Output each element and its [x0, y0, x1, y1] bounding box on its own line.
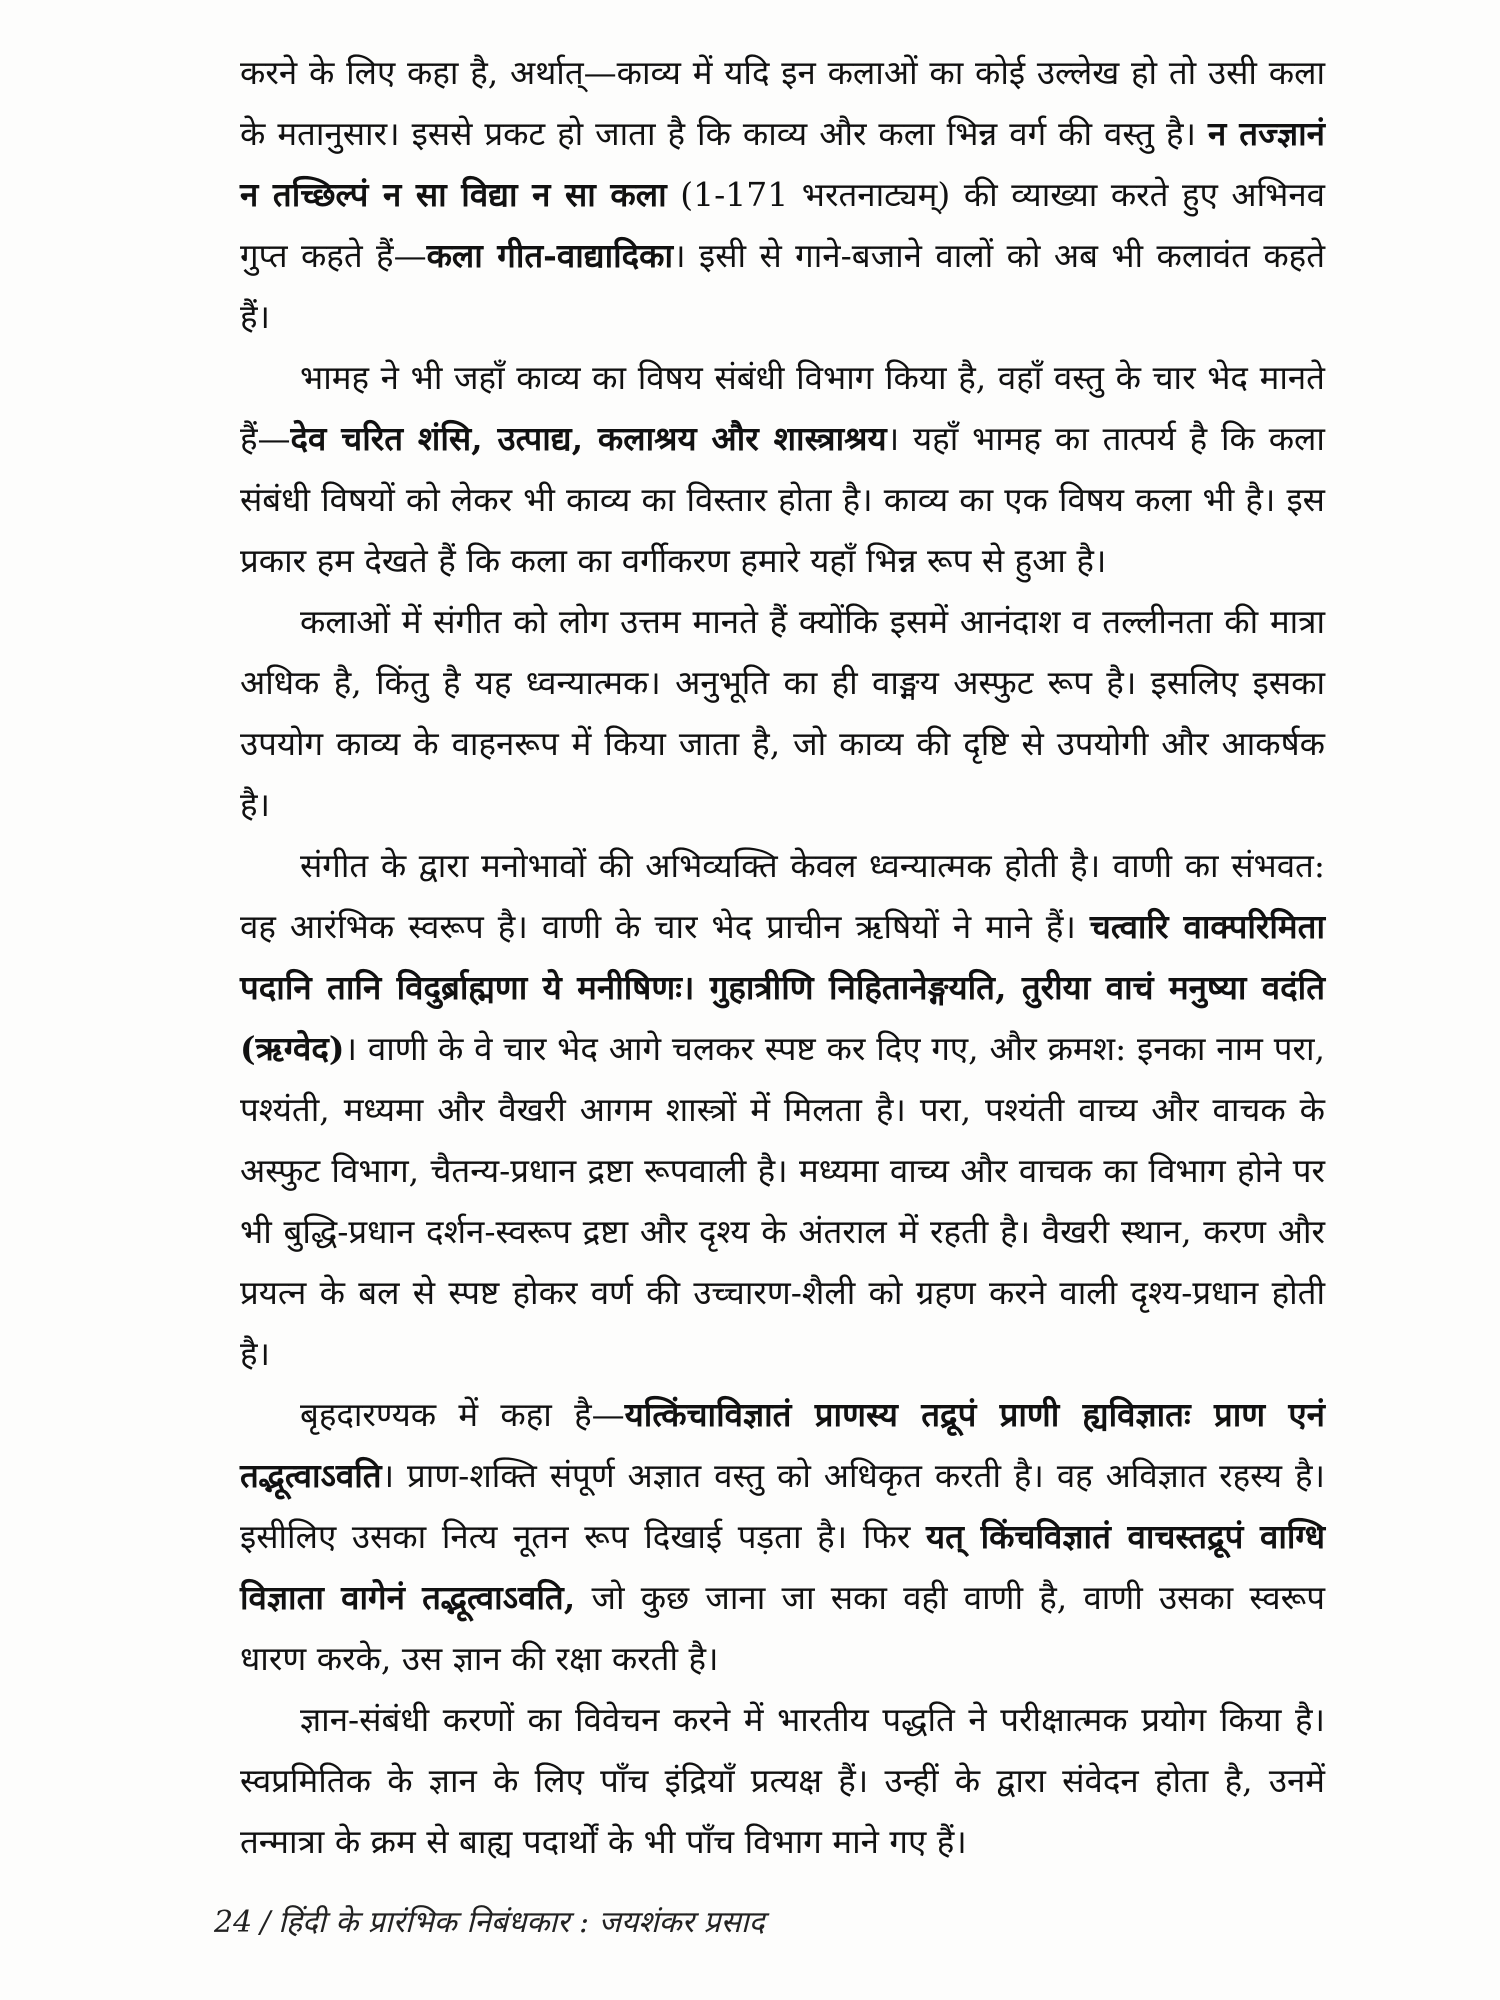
sanskrit-quote: यत् किंचविज्ञातं वाचस्तद्रूपं वाग्धि विज्ञाता वागेनं तद्भूत्वाऽवति, — [240, 1517, 1325, 1617]
sanskrit-quote: चत्वारि वाक्परिमिता पदानि तानि विदुर्ब्राह्मणा ये मनीषिणः। गुहात्रीणि निहितानेङ्गयति, तुरीया वाचं मनुष्या वदंति (ऋग्वेद) — [240, 907, 1325, 1068]
page-number: 24 — [214, 1905, 253, 1940]
paragraph-1: करने के लिए कहा है, अर्थात्—काव्य में यदि इन कलाओं का कोई उल्लेख हो तो उसी कला के मतानुसार। इससे प्रकट हो जाता है कि काव्य और कला भिन्न वर्ग की वस्तु है। न तज्ज्ञानं न तच्छिल्पं न सा विद्या न सा कला (1-171 भरतनाट्यम्) की व्याख्या करते हुए अभिनव गुप्त कहते हैं—कला गीत-वाद्यादिका। इसी से गाने-बजाने वालों को अब भी कलावंत कहते हैं। — [240, 53, 1326, 336]
book-title: हिंदी के प्रारंभिक निबंधकार : जयशंकर प्रसाद — [278, 1905, 765, 1940]
sanskrit-quote: यत्किंचाविज्ञातं प्राणस्य तद्रूपं प्राणी ह्यविज्ञातः प्राण एनं तद्भूत्वाऽवति — [240, 1395, 1325, 1495]
sanskrit-quote: न तज्ज्ञानं न तच्छिल्पं न सा विद्या न सा कला — [240, 114, 1325, 214]
sanskrit-quote: देव चरित शंसि, उत्पाद्य, कलाश्रय और शास्त्राश्रय — [290, 419, 887, 458]
paragraph-4: संगीत के द्वारा मनोभावों की अभिव्यक्ति केवल ध्वन्यात्मक होती है। वाणी का संभवत: वह आरंभिक स्वरूप है। वाणी के चार भेद प्राचीन ऋषियों ने माने हैं। चत्वारि वाक्परिमिता पदानि तानि विदुर्ब्राह्मणा ये मनीषिणः। गुहात्रीणि निहितानेङ्गयति, तुरीया वाचं मनुष्या वदंति (ऋग्वेद)। वाणी के वे चार भेद आगे चलकर स्पष्ट कर दिए गए, और क्रमश: इनका नाम परा, पश्यंती, मध्यमा और वैखरी आगम शास्त्रों में मिलता है। परा, पश्यंती वाच्य और वाचक के अस्फुट विभाग, चैतन्य-प्रधान द्रष्टा रूपवाली है। मध्यमा वाच्य और वाचक का विभाग होने पर भी बुद्धि-प्रधान दर्शन-स्वरूप द्रष्टा और दृश्य के अंतराल में रहती है। वैखरी स्थान, करण और प्रयत्न के बल से स्पष्ट होकर वर्ण की उच्चारण-शैली को ग्रहण करने वाली दृश्य-प्रधान होती है। — [240, 846, 1325, 1373]
sanskrit-quote: कला गीत-वाद्यादिका — [426, 236, 674, 275]
paragraph-2: भामह ने भी जहाँ काव्य का विषय संबंधी विभाग किया है, वहाँ वस्तु के चार भेद मानते हैं—देव चरित शंसि, उत्पाद्य, कलाश्रय और शास्त्राश्रय। यहाँ भामह का तात्पर्य है कि कला संबंधी विषयों को लेकर भी काव्य का विस्तार होता है। काव्य का एक विषय कला भी है। इस प्रकार हम देखते हैं कि कला का वर्गीकरण हमारे यहाँ भिन्न रूप से हुआ है। — [240, 358, 1325, 580]
page-footer — [214, 1900, 765, 1941]
footer-separator: / — [260, 1905, 271, 1940]
paragraph-6: ज्ञान-संबंधी करणों का विवेचन करने में भारतीय पद्धति ने परीक्षात्मक प्रयोग किया है। स्वप्रमितिक के ज्ञान के लिए पाँच इंद्रियाँ प्रत्यक्ष हैं। उन्हीं के द्वारा संवेदन होता है, उनमें तन्मात्रा के क्रम से बाह्य पदार्थों के भी पाँच विभाग माने गए हैं। — [240, 1700, 1325, 1861]
body-text — [240, 42, 1325, 1872]
paragraph-3: कलाओं में संगीत को लोग उत्तम मानते हैं क्योंकि इसमें आनंदाश व तल्लीनता की मात्रा अधिक है, किंतु है यह ध्वन्यात्मक। अनुभूति का ही वाङ्मय अस्फुट रूप है। इसलिए इसका उपयोग काव्य के वाहनरूप में किया जाता है, जो काव्य की दृष्टि से उपयोगी और आकर्षक है। — [240, 602, 1325, 824]
paragraph-5: बृहदारण्यक में कहा है—यत्किंचाविज्ञातं प्राणस्य तद्रूपं प्राणी ह्यविज्ञातः प्राण एनं तद्भूत्वाऽवति। प्राण-शक्ति संपूर्ण अज्ञात वस्तु को अधिकृत करती है। वह अविज्ञात रहस्य है। इसीलिए उसका नित्य नूतन रूप दिखाई पड़ता है। फिर यत् किंचविज्ञातं वाचस्तद्रूपं वाग्धि विज्ञाता वागेनं तद्भूत्वाऽवति, जो कुछ जाना जा सका वही वाणी है, वाणी उसका स्वरूप धारण करके, उस ज्ञान की रक्षा करती है। — [240, 1395, 1325, 1678]
